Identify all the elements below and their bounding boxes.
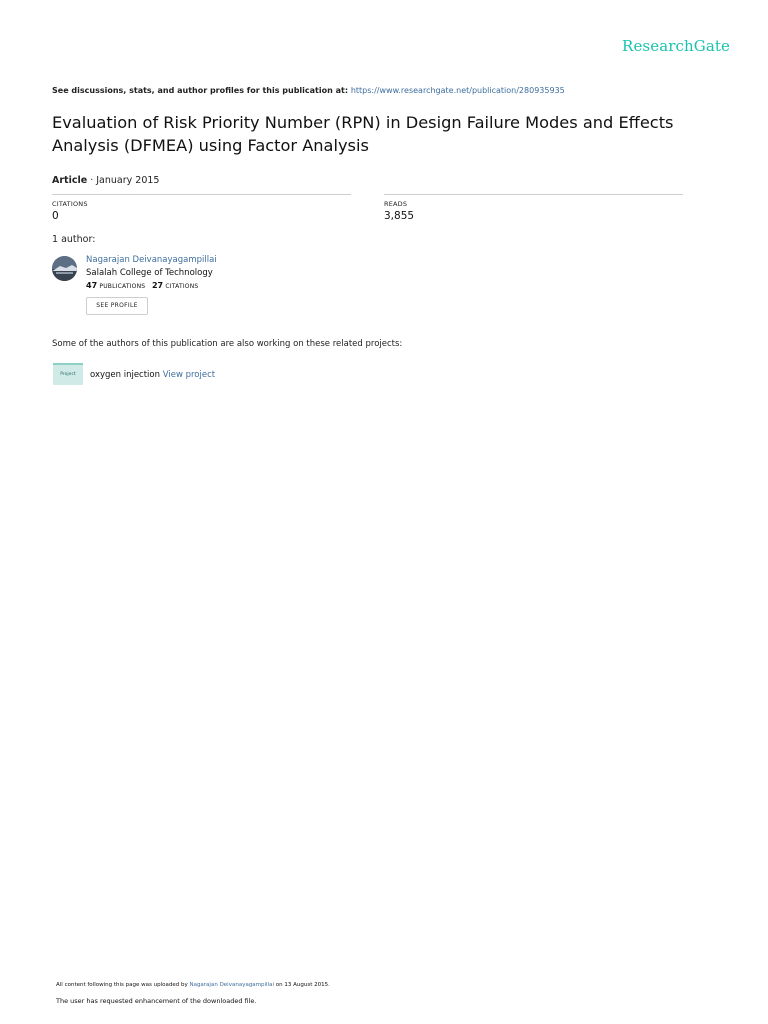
reads-value: 3,855	[384, 210, 415, 222]
reads-divider	[384, 194, 683, 195]
author-stats	[86, 281, 198, 290]
author-avatar[interactable]	[52, 256, 77, 281]
download-notice: The user has requested enhancement of the downloaded file.	[56, 997, 257, 1005]
citations-label: CITATIONS	[52, 200, 88, 208]
citations-value: 0	[52, 210, 59, 222]
avatar-photo-icon	[52, 256, 77, 281]
project-name: oxygen injection	[90, 370, 161, 380]
researchgate-logo[interactable]: ResearchGate	[622, 37, 730, 55]
uploader-link[interactable]: Nagarajan Deivanayagampillai	[189, 982, 275, 988]
publication-meta	[52, 175, 159, 186]
publication-type: Article	[52, 175, 88, 186]
discussion-text: See discussions, stats, and author profiles for this publication at:	[52, 86, 349, 95]
related-projects-heading: Some of the authors of this publication are also working on these related projects:	[52, 339, 403, 349]
upload-notice	[56, 982, 330, 988]
author-citations-count: 27	[151, 281, 164, 290]
project-thumbnail[interactable]: Project	[53, 363, 83, 385]
author-name-link[interactable]: Nagarajan Deivanayagampillai	[86, 255, 217, 265]
reads-label: READS	[384, 200, 408, 208]
publication-date: · January 2015	[90, 175, 160, 186]
author-publications-label: PUBLICATIONS	[99, 283, 146, 290]
author-institution: Salalah College of Technology	[86, 268, 213, 278]
author-count: 1 author:	[52, 234, 96, 245]
author-citations-label: CITATIONS	[165, 283, 199, 290]
publication-url-link[interactable]: https://www.researchgate.net/publication/280935935	[350, 86, 565, 95]
discussion-notice	[52, 86, 565, 95]
view-project-link[interactable]: View project	[162, 370, 216, 380]
author-publications-count: 47	[86, 281, 98, 290]
upload-prefix: All content following this page was uploaded by	[56, 982, 188, 988]
publication-title: Evaluation of Risk Priority Number (RPN) in Design Failure Modes and Effects Analysis (DFMEA) using Factor Analysis	[52, 113, 674, 155]
upload-suffix: on 13 August 2015.	[275, 982, 330, 988]
see-profile-button[interactable]: SEE PROFILE	[86, 297, 148, 315]
citations-divider	[52, 194, 351, 195]
project-item	[90, 370, 215, 380]
